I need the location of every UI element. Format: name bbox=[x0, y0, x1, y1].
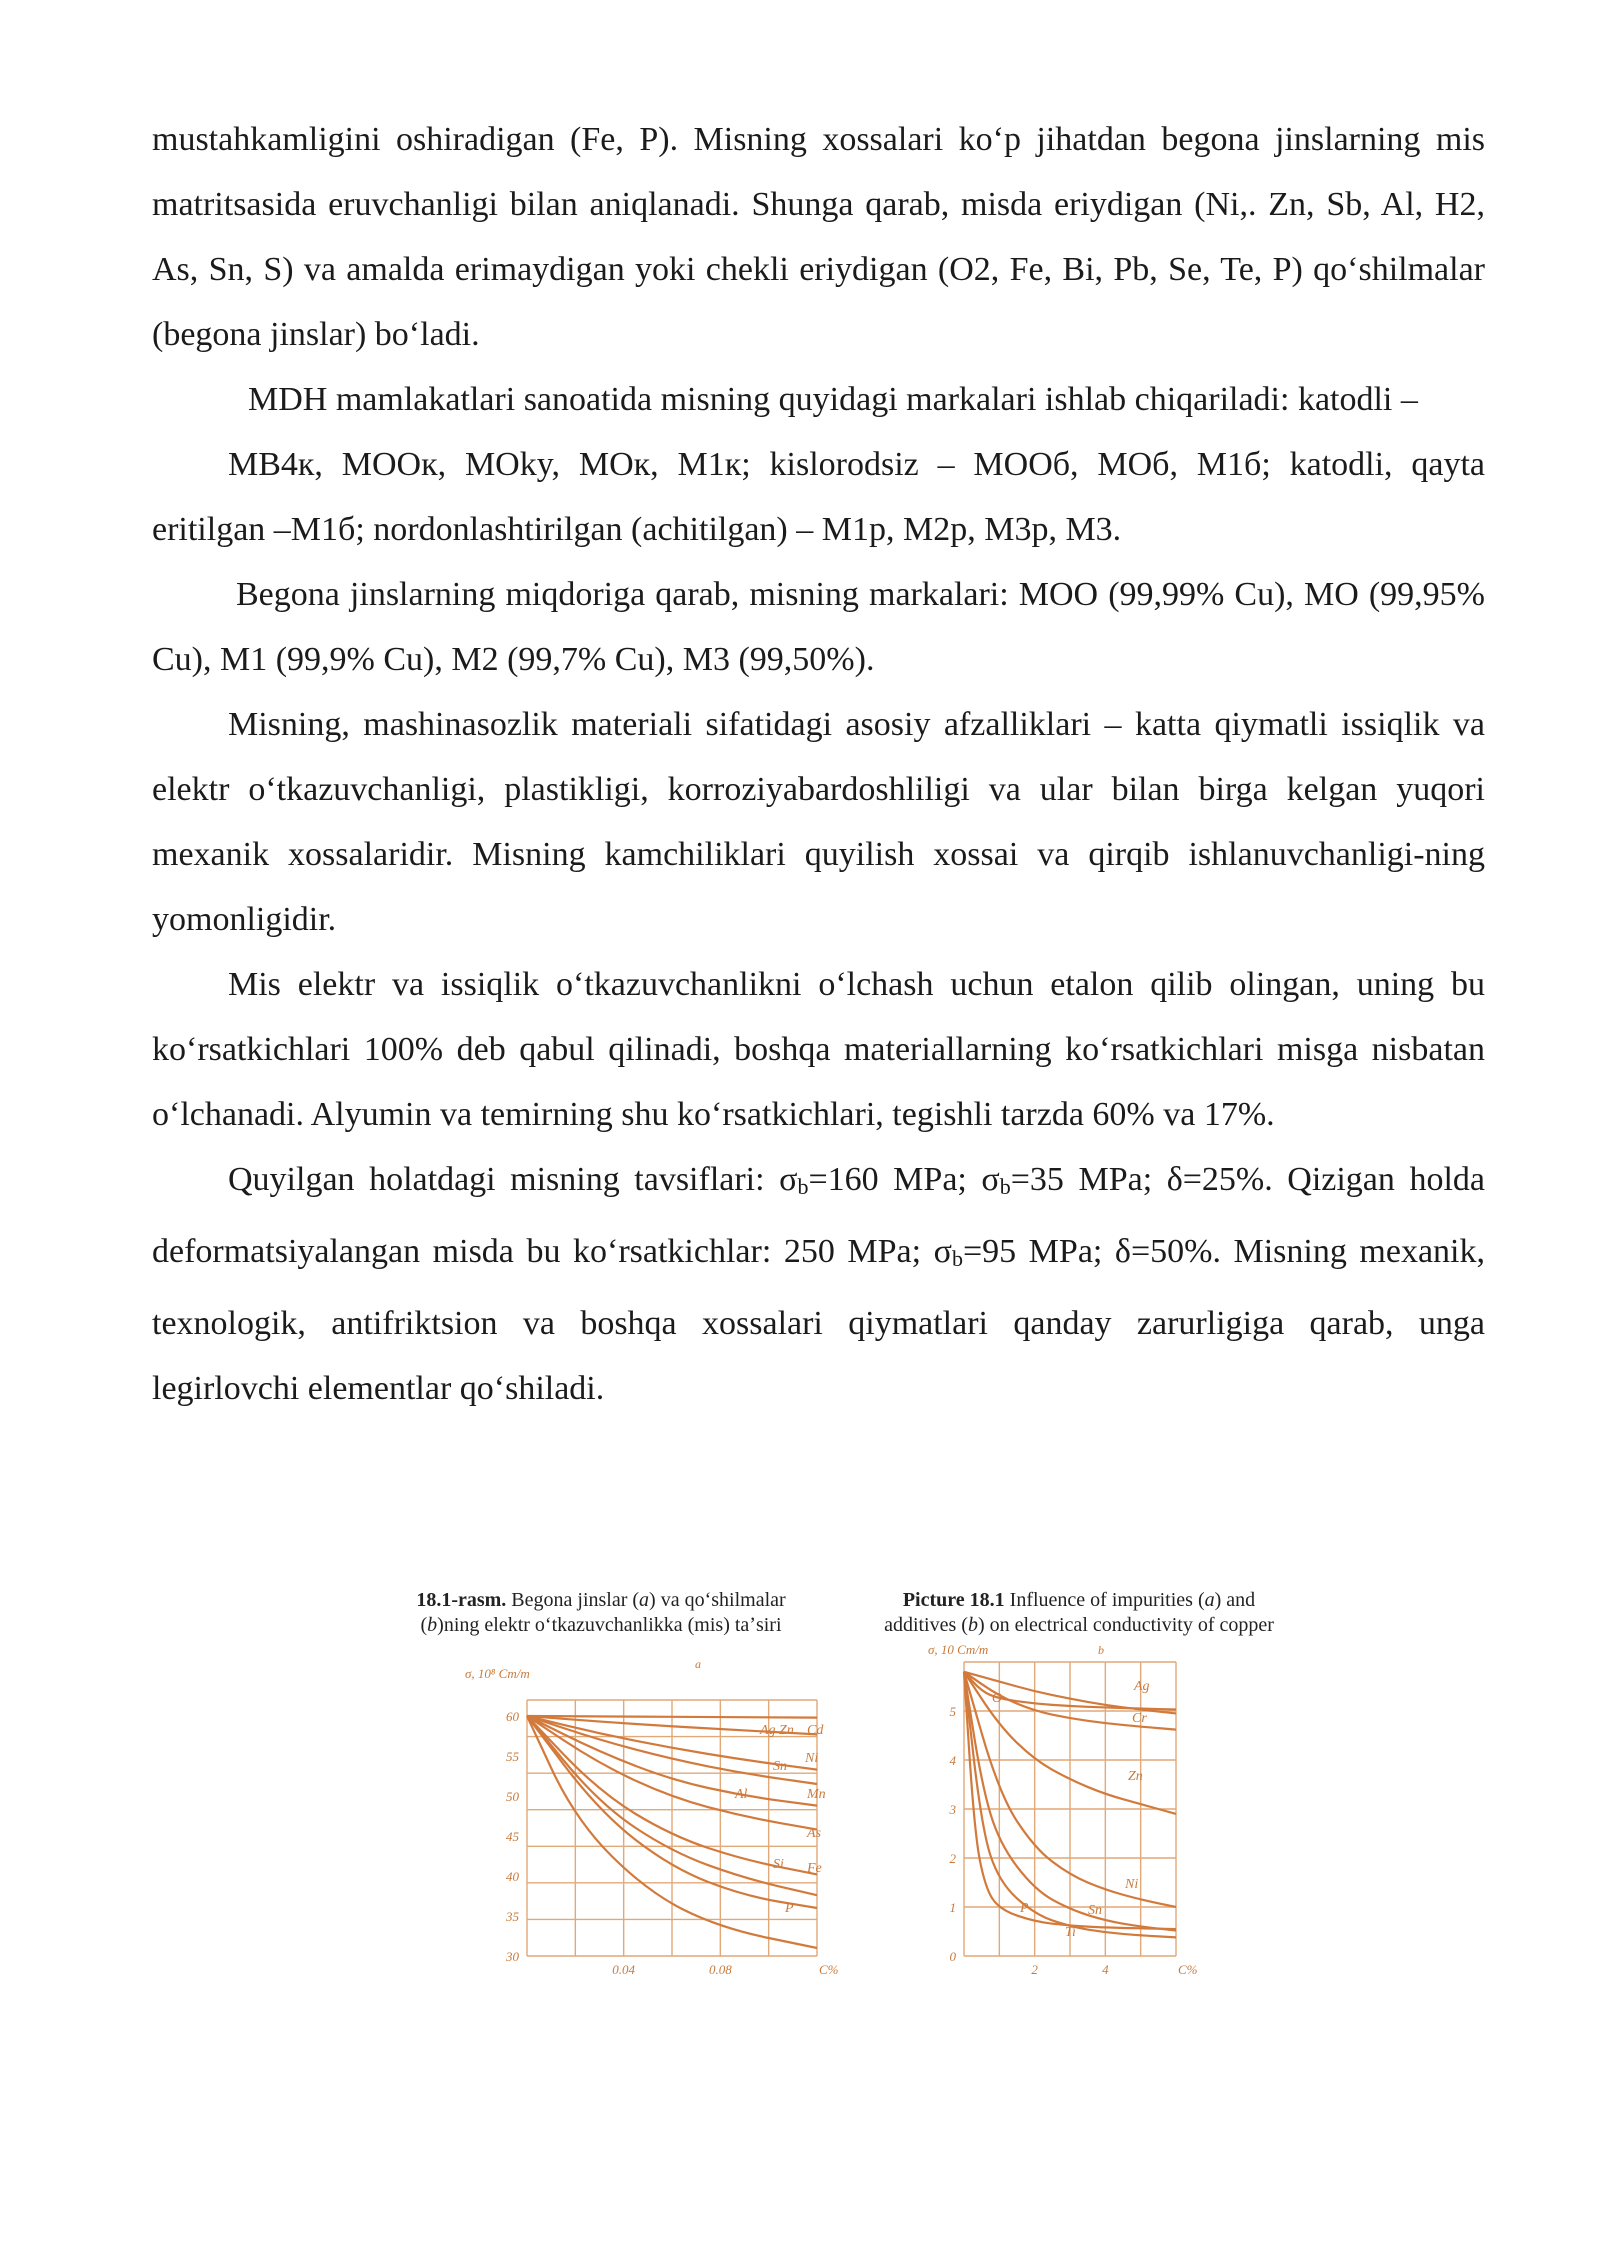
series-label: Sn bbox=[1088, 1903, 1102, 1918]
paragraph-3: МВ4к, МООк, МОky, МОк, М1к; kislorodsiz – МООб, МОб, М1б; katodli, qayta eritilgan –М1б; nordonlashtirilgan (achitilgan) – М1р, М2р, М3р, М3. bbox=[152, 446, 1485, 548]
figure-caption-uz bbox=[376, 1588, 826, 1638]
paragraph-4: Begona jinslarning miqdoriga qarab, misning markalari: МОО (99,99% Cu), МО (99,95% Cu), М1 (99,9% Cu), М2 (99,7% Cu), М3 (99,50%). bbox=[152, 576, 1485, 678]
caption-en-text-1: Influence of impurities ( bbox=[1004, 1589, 1205, 1611]
series-label: Zn bbox=[1128, 1769, 1143, 1784]
caption-uz-label: 18.1-rasm. bbox=[416, 1589, 507, 1611]
panel-label: a bbox=[695, 1657, 701, 1671]
x-tick-label: 4 bbox=[1102, 1962, 1109, 1977]
series-label: As bbox=[807, 1826, 821, 1841]
body-text bbox=[152, 107, 1485, 1421]
caption-uz-text-4: )ning elektr oʻtkazuvchanlikka (mis) taʼsiri bbox=[437, 1614, 782, 1636]
y-tick-label: 3 bbox=[949, 1802, 956, 1817]
y-axis-label: σ, 10⁸ Cm/m bbox=[465, 1666, 530, 1681]
y-tick-label: 40 bbox=[506, 1869, 519, 1884]
p7-sub-1: b bbox=[797, 1174, 809, 1199]
series-label: Cd bbox=[807, 1723, 824, 1738]
series-label: Ni bbox=[805, 1751, 819, 1766]
paragraph-6: Mis elektr va issiqlik oʻtkazuvchanlikni oʻlchash uchun etalon qilib olingan, uning bu koʻrsatkichlari 100% deb qabul qilinadi, boshqa materiallarning koʻrsatkichlari misga nisbatan oʻlchanadi. Alyumin va temirning shu koʻrsatkichlari, tegishli tarzda 60% va 17%. bbox=[152, 966, 1485, 1133]
y-tick-label: 2 bbox=[949, 1851, 956, 1866]
caption-en-text-3: additives ( bbox=[884, 1614, 968, 1636]
x-tick-label: 0.04 bbox=[612, 1962, 636, 1977]
series-label: Ag Zn bbox=[760, 1723, 794, 1738]
y-tick-label: 0 bbox=[949, 1949, 956, 1964]
series-label: O bbox=[992, 1691, 1003, 1706]
y-tick-label: 4 bbox=[949, 1753, 956, 1768]
y-tick-label: 55 bbox=[506, 1749, 519, 1764]
paragraph-7 bbox=[152, 1147, 1485, 1421]
y-tick-label: 5 bbox=[949, 1704, 956, 1719]
caption-uz-b: b bbox=[427, 1614, 438, 1636]
caption-en-text-4: ) on electrical conductivity of copper bbox=[977, 1614, 1274, 1636]
series-label: Si bbox=[773, 1857, 784, 1872]
series-label: Al bbox=[735, 1787, 748, 1802]
p7-sub-2: b bbox=[999, 1174, 1011, 1199]
chart-impurities bbox=[455, 1650, 875, 1990]
y-tick-label: 60 bbox=[506, 1709, 519, 1724]
caption-en-label: Picture 18.1 bbox=[902, 1589, 1005, 1611]
series-label: Ni bbox=[1125, 1877, 1139, 1892]
caption-uz-text-2: ) va qoʻshilmalar bbox=[649, 1589, 786, 1611]
y-tick-label: 45 bbox=[506, 1829, 519, 1844]
series-label: Ag bbox=[1134, 1679, 1150, 1694]
series-label: Mn bbox=[807, 1787, 826, 1802]
series-label: P bbox=[1020, 1901, 1029, 1916]
p7-part-g: =95 MPa; δ=50%. Misning mexanik, texnologik, antifriktsion va boshqa xossalari qiymatlari qanday zarurligiga qarab, unga legirlovchi elementlar qoʻshiladi. bbox=[152, 1233, 1485, 1407]
x-tick-label: 0.08 bbox=[708, 1962, 732, 1977]
paragraph-5: Misning, mashinasozlik materiali sifatidagi asosiy afzalliklari – katta qiymatli issiqlik va elektr oʻtkazuvchanligi, plastikligi, korroziyabardoshliligi va ular bilan birga kelgan yuqori mexanik xossalaridir. Misning kamchiliklari quyilish xossai va qirqib ishlanuvchanligi-ning yomonligidir. bbox=[152, 706, 1485, 938]
series-label: Cr bbox=[1132, 1711, 1147, 1726]
p7-sub-3: b bbox=[951, 1246, 963, 1271]
p7-part-a: Quyilgan holatdagi misning tavsiflari: σ bbox=[228, 1161, 798, 1198]
panel-label: b bbox=[1098, 1643, 1104, 1657]
y-tick-label: 35 bbox=[506, 1909, 519, 1924]
x-axis-label: C% bbox=[819, 1962, 839, 1977]
series-label: P bbox=[785, 1901, 794, 1916]
caption-en-a: a bbox=[1204, 1589, 1215, 1611]
caption-uz-text-3: ( bbox=[420, 1614, 428, 1636]
p7-part-c: =160 MPa; σ bbox=[808, 1161, 1000, 1198]
paragraph-2: MDH mamlakatlari sanoatida misning quyidagi markalari ishlab chiqariladi: katodli – bbox=[248, 381, 1418, 418]
figure-caption-en bbox=[844, 1588, 1314, 1638]
y-tick-label: 1 bbox=[949, 1900, 956, 1915]
y-axis-label: σ, 10 Cm/m bbox=[928, 1642, 989, 1657]
y-tick-label: 50 bbox=[506, 1789, 519, 1804]
chart-additives bbox=[920, 1640, 1198, 2000]
series-label: Ti bbox=[1065, 1925, 1076, 1940]
x-tick-label: 2 bbox=[1031, 1962, 1038, 1977]
caption-uz-text-1: Begona jinslar ( bbox=[506, 1589, 640, 1611]
caption-en-text-2: ) and bbox=[1214, 1589, 1256, 1611]
series-label: Sn bbox=[773, 1759, 787, 1774]
series-line bbox=[527, 1716, 817, 1718]
caption-uz-a: a bbox=[639, 1589, 650, 1611]
paragraph-1: mustahkamligini oshiradigan (Fe, P). Misning xossalari koʻp jihatdan begona jinslarning mis matritsasida eruvchanligi bilan aniqlanadi. Shunga qarab, misda eriydigan (Ni,. Zn, Sb, Al, H2, As, Sn, S) va amalda erimaydigan yoki chekli eriydigan (O2, Fe, Bi, Pb, Se, Te, P) qoʻshilmalar (begona jinslar) boʻladi. bbox=[152, 121, 1485, 353]
series-label: Fe bbox=[807, 1861, 822, 1876]
y-tick-label: 30 bbox=[506, 1949, 519, 1964]
p7-part-e: =35 MPa; δ=25%. Qizigan holda deformatsiyalangan misda bu koʻrsatkichlar: 250 MPa; σ bbox=[152, 1161, 1485, 1270]
caption-en-b: b bbox=[967, 1614, 978, 1636]
x-axis-label: C% bbox=[1178, 1962, 1198, 1977]
